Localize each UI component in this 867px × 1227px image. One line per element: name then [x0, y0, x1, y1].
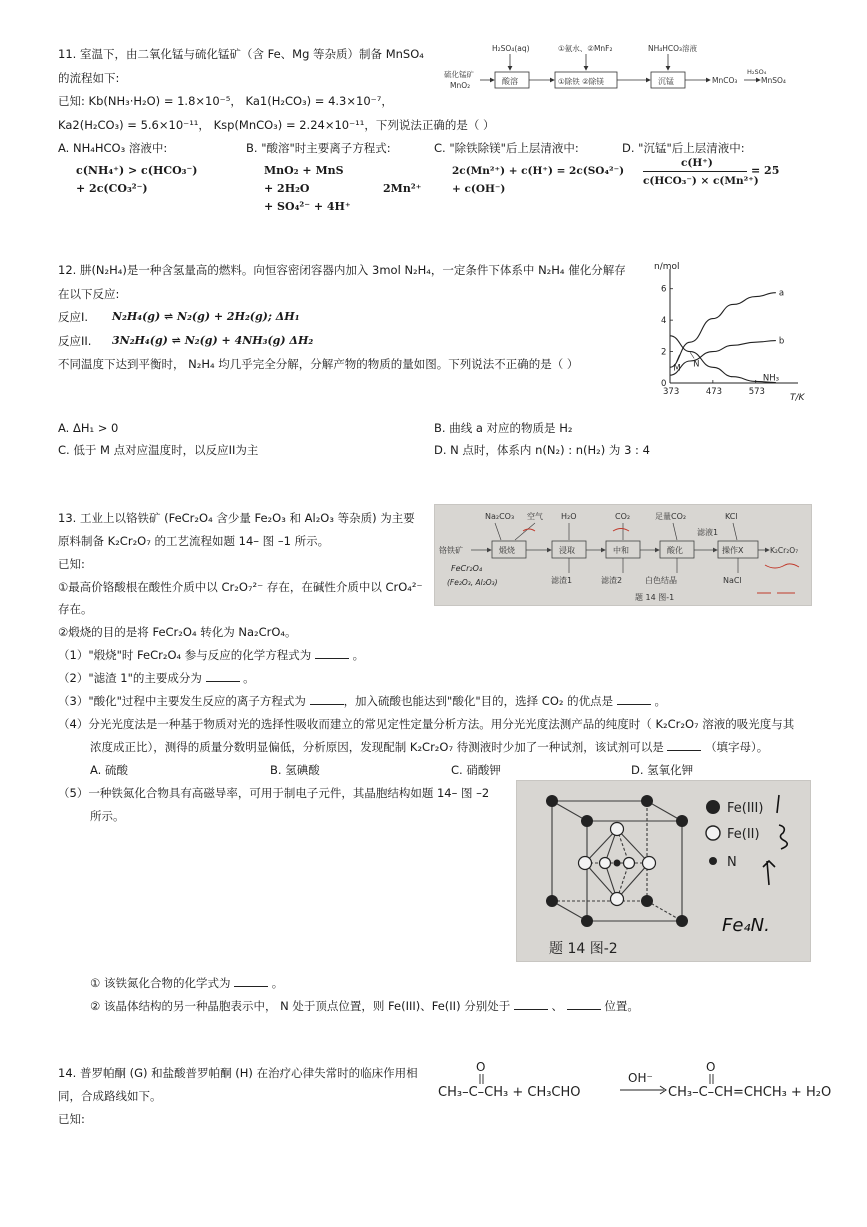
flow-reagent-h2so4: H₂SO₄(aq)	[492, 44, 530, 53]
q13-sub4-line1: （4）分光光度法是一种基于物质对光的选择性吸收而建立的常见定性定量分析方法。用分光光度法测产品的纯度时（ K₂Cr₂O₇ 溶液的吸光度与其	[58, 717, 795, 731]
q13-known-2: ②煅烧的目的是将 FeCr₂O₄ 转化为 Na₂CrO₄。	[58, 625, 297, 639]
svg-text:CO₂: CO₂	[615, 512, 631, 521]
q11-option-d-numerator: c(H⁺)	[681, 157, 713, 169]
q12-option-b: B. 曲线 a 对应的物质是 H₂	[434, 421, 573, 435]
chart-point-m: M	[673, 363, 681, 374]
q12-stem-line1: 12. 肼(N₂H₄)是一种含氢量高的燃料。向恒容密闭容器内加入 3mol N₂H₄，一定条件下体系中 N₂H₄ 催化分解存	[58, 263, 626, 277]
q11-option-c-label: C. "除铁除镁"后上层清液中:	[434, 141, 579, 155]
q13-sub5-line1: （5）一种铁氮化合物具有高磁导率，可用于制电子元件，其晶胞结构如题 14– 图 –2	[58, 786, 490, 800]
chart-xlabel: T/K	[790, 393, 805, 403]
q12-chart	[650, 257, 810, 405]
svg-text:Na₂CO₃: Na₂CO₃	[485, 512, 515, 521]
svg-text:足量CO₂: 足量CO₂	[655, 512, 687, 521]
flow-raw-mno2: MnO₂	[450, 81, 471, 90]
svg-text:K₂Cr₂O₇: K₂Cr₂O₇	[770, 546, 799, 555]
svg-text:(Fe₂O₃, Al₂O₃): (Fe₂O₃, Al₂O₃)	[447, 578, 498, 587]
q13-crystal-photo	[516, 780, 811, 962]
q12-stem-line2: 在以下反应:	[58, 287, 120, 301]
q12-option-d: D. N 点时，体系内 n(N₂) : n(H₂) 为 3 : 4	[434, 443, 650, 457]
svg-text:沉锰: 沉锰	[658, 77, 674, 86]
q12-option-a: A. ΔH₁ > 0	[58, 421, 119, 435]
chart-x-tick-label: 473	[705, 387, 723, 397]
q13-sub4-option-b: B. 氢碘酸	[270, 763, 320, 777]
q13-sub4-option-c: C. 硝酸钾	[451, 763, 501, 777]
chart-series-line-1	[670, 341, 776, 376]
svg-text:H₂O: H₂O	[561, 512, 577, 521]
svg-text:酸溶: 酸溶	[502, 77, 518, 86]
svg-text:白色结晶: 白色结晶	[645, 576, 677, 585]
q11-known-line1: 已知: Kb(NH₃·H₂O) = 1.8×10⁻⁵， Ka1(H₂CO₃) = 4.3×10⁻⁷，	[58, 94, 393, 108]
svg-text:滤渣2: 滤渣2	[601, 576, 623, 585]
q11-option-a-label: A. NH₄HCO₃ 溶液中:	[58, 141, 168, 155]
q14-stem-line1: 14. 普罗帕酮 (G) 和盐酸普罗帕酮 (H) 在治疗心律失常时的临床作用相	[58, 1066, 418, 1080]
chart-y-tick-label: 2	[661, 347, 667, 358]
q14-products: CH₃–C–CH=CHCH₃ + H₂O	[668, 1085, 832, 1100]
chart-series-label-0: a	[778, 288, 785, 299]
q13-sub1: （1）"煅烧"时 FeCr₂O₄ 参与反应的化学方程式为 。	[58, 648, 365, 662]
chart-x-tick-label: 373	[663, 387, 680, 397]
svg-text:Fe₄N.: Fe₄N.	[722, 915, 770, 936]
chart-y-tick-label: 4	[661, 316, 667, 327]
chart-series-line-2	[670, 336, 776, 383]
q13-known: 已知:	[58, 557, 85, 571]
q13-sub5-line2: 所示。	[90, 809, 125, 823]
q11-known-line2: Ka2(H₂CO₃) = 5.6×10⁻¹¹， Ksp(MnCO₃) = 2.24×10⁻¹¹，下列说法正确的是（ ）	[58, 118, 495, 132]
svg-text:中和: 中和	[613, 546, 629, 555]
q11-option-b-line2: + 2H₂O	[264, 182, 310, 195]
q11-option-b-product: 2Mn²⁺	[383, 182, 422, 195]
svg-text:Fe(III): Fe(III)	[727, 801, 764, 816]
q14-reactants: CH₃–C–CH₃ + CH₃CHO	[438, 1085, 581, 1100]
svg-text:题 14 图-2: 题 14 图-2	[549, 941, 618, 957]
q12-reaction1-label: 反应I.	[58, 310, 89, 324]
flow-product-mnso4: MnSO₄	[761, 76, 786, 85]
flow-reagent-ammonia: ①氨水、②MnF₂	[558, 44, 613, 53]
q11-flow-diagram	[440, 40, 786, 100]
svg-text:①除铁 ②除镁: ①除铁 ②除镁	[558, 77, 604, 86]
svg-text:NaCl: NaCl	[723, 576, 742, 585]
svg-text:H₂SO₄: H₂SO₄	[747, 68, 767, 76]
svg-text:KCl: KCl	[725, 512, 738, 521]
chart-x-tick-label: 573	[748, 387, 765, 397]
q11-option-c-line2: + c(OH⁻)	[452, 183, 506, 195]
svg-text:空气: 空气	[527, 512, 543, 521]
q11-option-a-line1: c(NH₄⁺) > c(HCO₃⁻)	[76, 164, 198, 177]
chart-series-label-1: b	[778, 336, 785, 347]
svg-text:O: O	[706, 1060, 716, 1074]
q11-option-b-line3: + SO₄²⁻ + 4H⁺	[264, 200, 351, 213]
flow-product-mnco3: MnCO₃	[712, 76, 738, 85]
q13-stem-line1: 13. 工业上以铬铁矿 (FeCr₂O₄ 含少量 Fe₂O₃ 和 Al₂O₃ 等杂质) 为主要	[58, 511, 415, 525]
q13-flow-photo	[434, 504, 812, 606]
svg-text:滤液1: 滤液1	[697, 528, 719, 537]
q13-known-1b: 存在。	[58, 602, 93, 616]
q12-reaction2-label: 反应II.	[58, 334, 92, 348]
q11-option-a-line2: + 2c(CO₃²⁻)	[76, 182, 148, 195]
q13-known-1: ①最高价铬酸根在酸性介质中以 Cr₂O₇²⁻ 存在，在碱性介质中以 CrO₄²⁻	[58, 580, 423, 594]
q12-reaction1-equation: N₂H₄(g) ⇌ N₂(g) + 2H₂(g); ΔH₁	[112, 310, 300, 323]
chart-point-n-pointer	[690, 352, 694, 358]
q13-sub3: （3）"酸化"过程中主要发生反应的离子方程式为 ，加入硫酸也能达到"酸化"目的，选择 CO₂ 的优点是 。	[58, 694, 666, 708]
svg-text:酸化: 酸化	[667, 546, 683, 555]
svg-text:FeCr₂O₄: FeCr₂O₄	[451, 564, 483, 573]
chart-y-tick-label: 0	[661, 379, 667, 389]
q11-stem-line2: 的流程如下:	[58, 71, 120, 85]
q12-option-c: C. 低于 M 点对应温度时，以反应II为主	[58, 443, 259, 457]
q13-sub2: （2）"滤渣 1"的主要成分为 。	[58, 671, 255, 685]
svg-text:N: N	[727, 855, 737, 870]
flow-reagent-nh4hco3: NH₄HCO₃溶液	[648, 44, 698, 53]
flow-raw-mns: 硫化锰矿	[444, 70, 474, 79]
q14-stem-line2: 同，合成路线如下。	[58, 1089, 162, 1103]
chart-y-tick-label: 6	[661, 284, 667, 295]
q11-option-d-fraction-bar	[643, 171, 747, 172]
q11-option-b-line1: MnO₂ + MnS	[264, 164, 344, 177]
q13-sub5-q1: ① 该铁氮化合物的化学式为 。	[90, 976, 284, 990]
svg-text:铬铁矿: 铬铁矿	[439, 546, 463, 555]
q11-option-d-label: D. "沉锰"后上层清液中:	[622, 141, 745, 155]
q12-reaction2-equation: 3N₂H₄(g) ⇌ N₂(g) + 4NH₃(g) ΔH₂	[112, 334, 314, 347]
q13-sub5-q2: ② 该晶体结构的另一种晶胞表示中， N 处于顶点位置，则 Fe(III)、Fe(II) 分别处于 、 位置。	[90, 999, 639, 1013]
svg-text:题 14 图-1: 题 14 图-1	[635, 593, 675, 602]
q13-sub4-line2: 浓度成正比），测得的质量分数明显偏低，分析原因，发现配制 K₂Cr₂O₇ 待测液时少加了一种试剂，该试剂可以是 （填字母）。	[90, 740, 769, 754]
q11-option-d-denominator: c(HCO₃⁻) × c(Mn²⁺)	[643, 175, 759, 187]
q11-option-d-value: = 25	[751, 164, 780, 177]
svg-text:滤渣1: 滤渣1	[551, 576, 573, 585]
svg-text:煅烧: 煅烧	[499, 546, 515, 555]
q14-condition: OH⁻	[628, 1071, 653, 1085]
q13-sub4-option-a: A. 硫酸	[90, 763, 128, 777]
q14-known: 已知:	[58, 1112, 85, 1126]
q11-option-b-label: B. "酸溶"时主要离子方程式:	[246, 141, 391, 155]
svg-text:Fe(II): Fe(II)	[727, 827, 760, 842]
chart-series-label-2: NH₃	[762, 373, 780, 384]
q14-reaction	[436, 1058, 832, 1108]
q11-stem-line1: 11. 室温下，由二氧化锰与硫化锰矿（含 Fe、Mg 等杂质）制备 MnSO₄	[58, 47, 424, 61]
chart-point-n: N	[693, 359, 700, 370]
q13-sub4-option-d: D. 氢氧化钾	[631, 763, 694, 777]
chart-series-line-0	[670, 293, 776, 368]
chart-ylabel: n/mol	[654, 262, 680, 272]
q11-option-c-line1: 2c(Mn²⁺) + c(H⁺) = 2c(SO₄²⁻)	[452, 165, 625, 177]
q12-stem-line3: 不同温度下达到平衡时， N₂H₄ 均几乎完全分解，分解产物的物质的量如图。下列说法不正确的是（ ）	[58, 357, 579, 371]
svg-text:O: O	[476, 1060, 486, 1074]
svg-text:操作X: 操作X	[722, 546, 744, 555]
svg-text:浸取: 浸取	[559, 546, 575, 555]
q13-stem-line2: 原料制备 K₂Cr₂O₇ 的工艺流程如题 14– 图 –1 所示。	[58, 534, 330, 548]
